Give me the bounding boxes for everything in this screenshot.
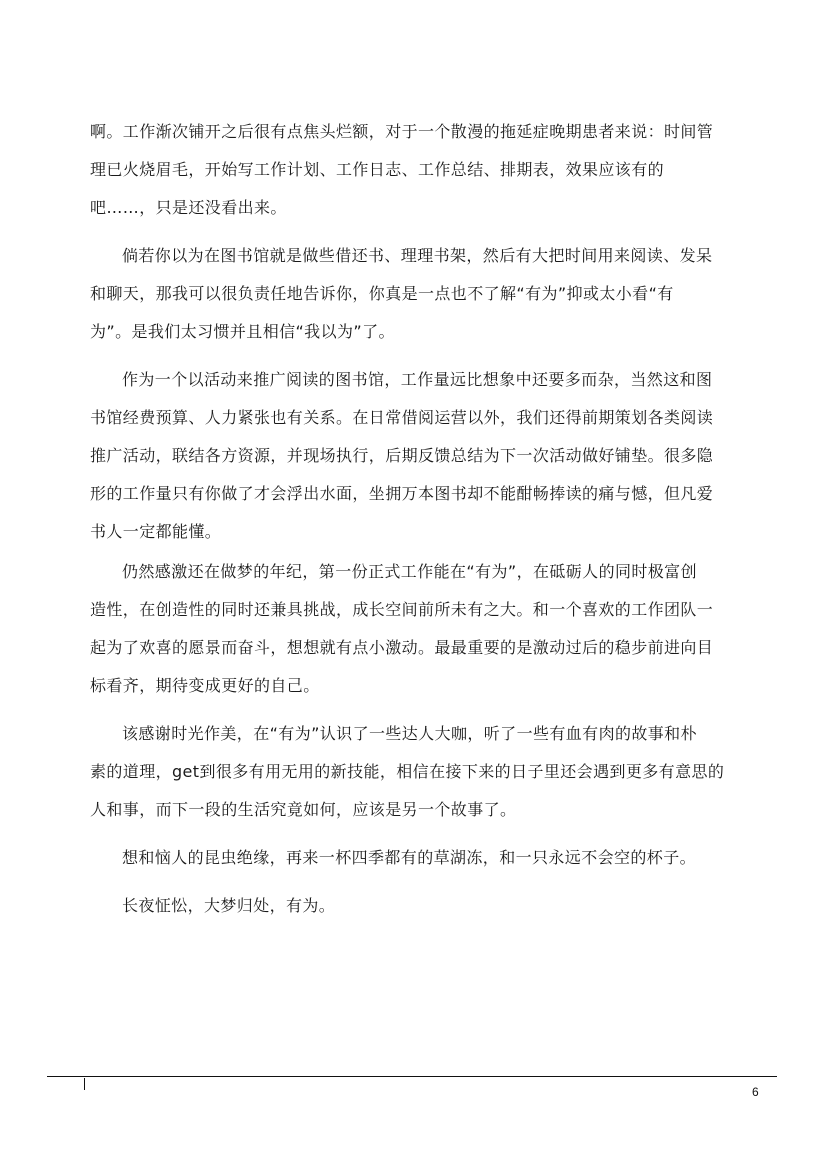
- text-line: 推广活动，联结各方资源，并现场执行，后期反馈总结为下一次活动做好铺垫。很多隐: [90, 446, 714, 465]
- paragraph-3: [90, 361, 740, 551]
- text-line: 长夜怔忪，大梦归处，有为。: [122, 896, 336, 915]
- text-line: 为”。是我们太习惯并且相信“我以为”了。: [90, 322, 395, 341]
- text-line: 作为一个以活动来推广阅读的图书馆，工作量远比想象中还要多而杂，当然这和图: [122, 370, 713, 389]
- text-line: 和聊天，那我可以很负责任地告诉你，你真是一点也不了解“有为”抑或太小看“有: [90, 284, 674, 303]
- page-number: 6: [752, 1085, 759, 1099]
- text-line: 造性，在创造性的同时还兼具挑战，成长空间前所未有之大。和一个喜欢的工作团队一: [90, 600, 714, 619]
- text-line: 人和事，而下一段的生活究竟如何，应该是另一个故事了。: [90, 800, 517, 819]
- text-line: 标看齐，期待变成更好的自己。: [90, 676, 320, 695]
- body-text: [90, 113, 740, 925]
- text-line: 书馆经费预算、人力紧张也有关系。在日常借阅运营以外，我们还得前期策划各类阅读: [90, 408, 714, 427]
- text-line: 起为了欢喜的愿景而奋斗，想想就有点小激动。最最重要的是激动过后的稳步前进向目: [90, 638, 714, 657]
- text-line: 形的工作量只有你做了才会浮出水面，坐拥万本图书却不能酣畅捧读的痛与憾，但凡爱: [90, 484, 714, 503]
- paragraph-7: [90, 887, 740, 925]
- paragraph-4: [90, 553, 740, 705]
- paragraph-5: [90, 715, 740, 829]
- paragraph-2: [90, 237, 740, 351]
- text-line: 吧……，只是还没看出来。: [90, 198, 287, 217]
- text-line: 想和恼人的昆虫绝缘，再来一杯四季都有的草湖冻，和一只永远不会空的杯子。: [122, 848, 697, 867]
- paragraph-1: [90, 113, 740, 227]
- text-line: 书人一定都能懂。: [90, 522, 222, 541]
- text-line: 啊。工作渐次铺开之后很有点焦头烂额，对于一个散漫的拖延症晚期患者来说：时间管: [90, 122, 714, 141]
- text-line: 仍然感激还在做梦的年纪，第一份正式工作能在“有为”，在砥砺人的同时极富创: [122, 562, 697, 581]
- footer-tick-mark: [84, 1078, 85, 1090]
- text-line: 该感谢时光作美，在“有为”认识了一些达人大咖，听了一些有血有肉的故事和朴: [122, 724, 697, 743]
- paragraph-6: [90, 839, 740, 877]
- text-line: 素的道理，get到很多有用无用的新技能，相信在接下来的日子里还会遇到更多有意思的: [90, 762, 725, 781]
- text-line: 理已火烧眉毛，开始写工作计划、工作日志、工作总结、排期表，效果应该有的: [90, 160, 665, 179]
- text-line: 倘若你以为在图书馆就是做些借还书、理理书架，然后有大把时间用来阅读、发呆: [122, 246, 713, 265]
- footer-divider: [47, 1076, 777, 1077]
